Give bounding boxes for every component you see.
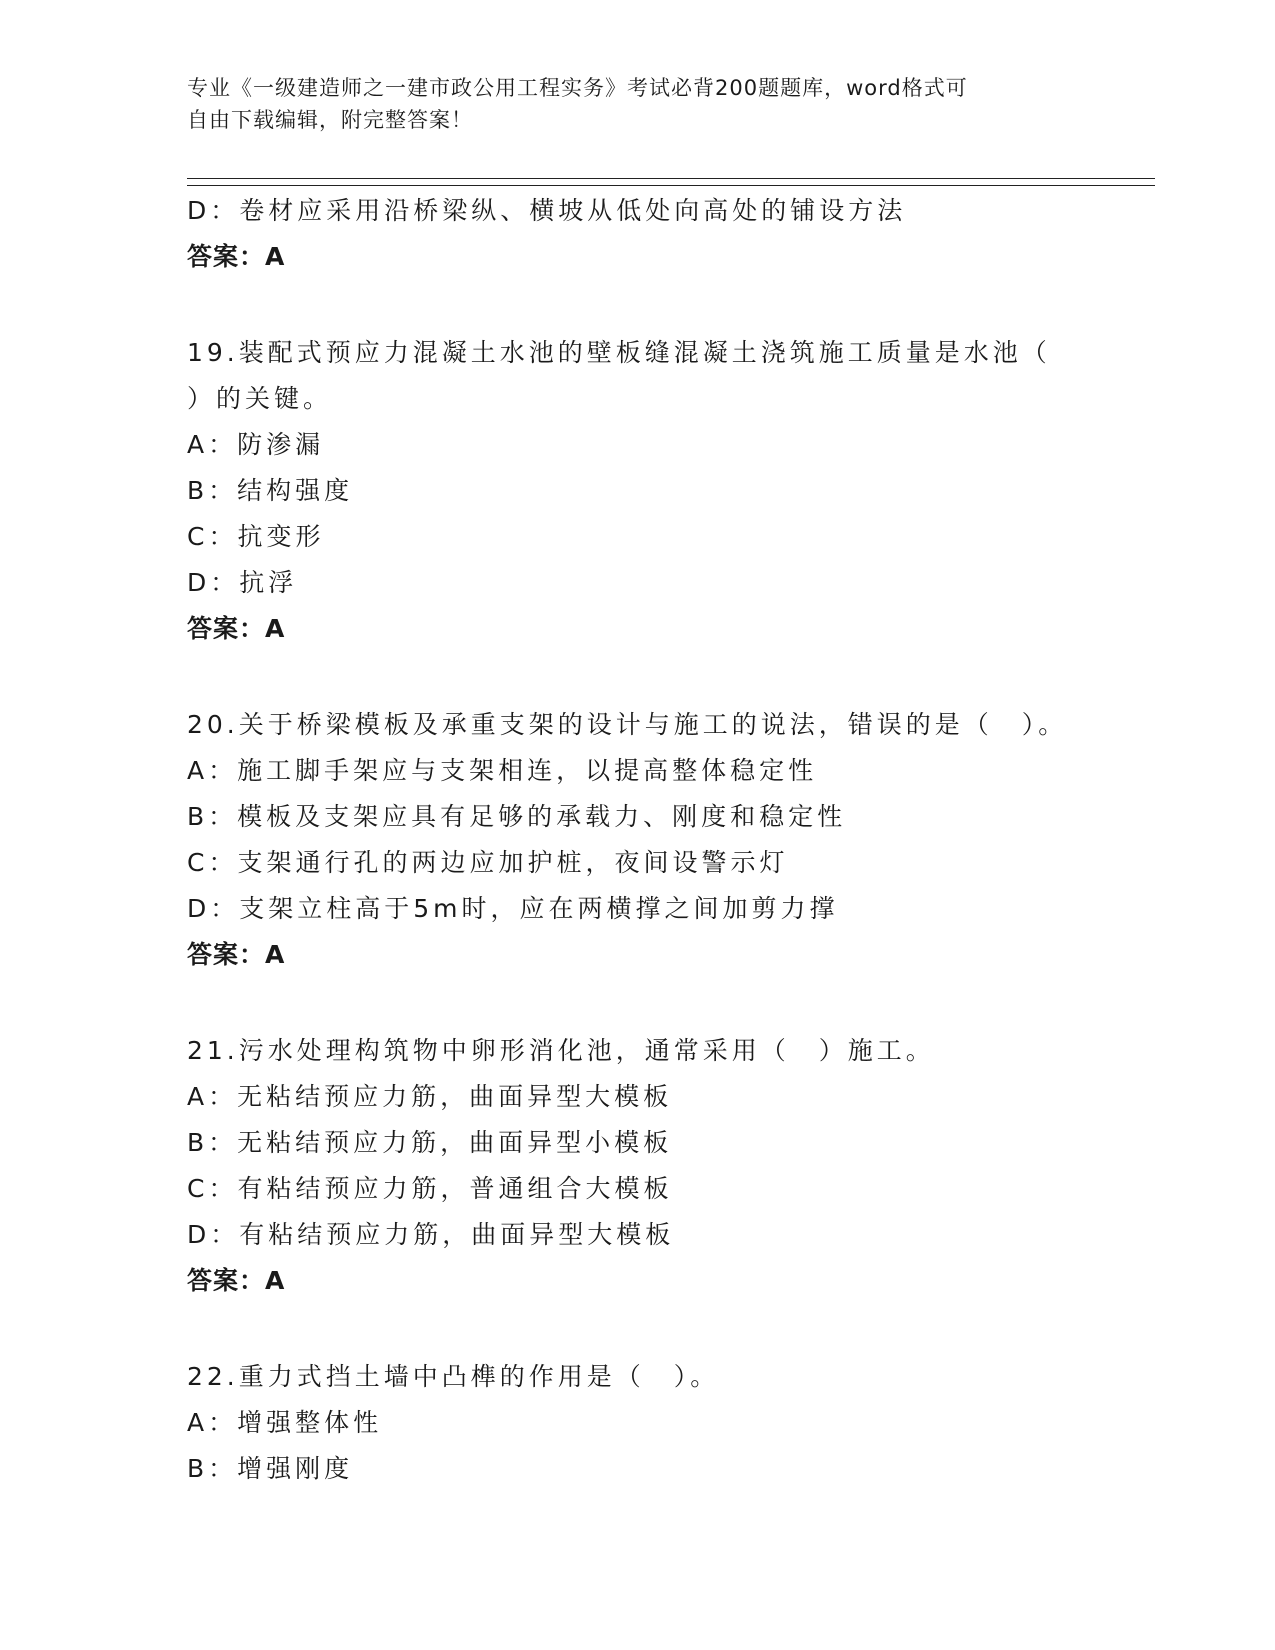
question-stem: 20.关于桥梁模板及承重支架的设计与施工的说法，错误的是（ ）。	[187, 710, 1068, 739]
question-22	[187, 1354, 1147, 1492]
option-b: B：增强刚度	[187, 1454, 354, 1483]
option-c: C：支架通行孔的两边应加护桩，夜间设警示灯	[187, 848, 789, 877]
answer: 答案：A	[187, 614, 286, 643]
question-list	[187, 188, 1147, 1492]
option-b: B：结构强度	[187, 476, 354, 505]
document-header	[187, 72, 1067, 136]
question-18-tail	[187, 188, 1147, 280]
answer: 答案：A	[187, 940, 286, 969]
question-20	[187, 702, 1147, 978]
option-b: B：无粘结预应力筋，曲面异型小模板	[187, 1128, 673, 1157]
answer: 答案：A	[187, 1266, 286, 1295]
header-divider	[187, 178, 1155, 186]
option-a: A：施工脚手架应与支架相连，以提高整体稳定性	[187, 756, 818, 785]
option-c: C：有粘结预应力筋，普通组合大模板	[187, 1174, 673, 1203]
option-b: B：模板及支架应具有足够的承载力、刚度和稳定性	[187, 802, 847, 831]
option-a: A：增强整体性	[187, 1408, 383, 1437]
header-line-1: 专业《一级建造师之一建市政公用工程实务》考试必背200题题库，word格式可	[187, 76, 968, 100]
option-a: A：防渗漏	[187, 430, 325, 459]
option-d: D：有粘结预应力筋，曲面异型大模板	[187, 1220, 675, 1249]
question-21	[187, 1028, 1147, 1304]
answer: 答案：A	[187, 242, 286, 271]
option-d: D：支架立柱高于5m时，应在两横撑之间加剪力撑	[187, 894, 839, 923]
option-d: D：抗浮	[187, 568, 298, 597]
question-19	[187, 330, 1147, 652]
option-d: D：卷材应采用沿桥梁纵、横坡从低处向高处的铺设方法	[187, 196, 907, 225]
option-c: C：抗变形	[187, 522, 325, 551]
question-stem: 21.污水处理构筑物中卵形消化池，通常采用（ ）施工。	[187, 1036, 935, 1065]
option-a: A：无粘结预应力筋，曲面异型大模板	[187, 1082, 673, 1111]
question-stem-continued: ）的关键。	[187, 384, 333, 413]
header-line-2: 自由下载编辑，附完整答案！	[187, 108, 473, 132]
question-stem: 22.重力式挡土墙中凸榫的作用是（ ）。	[187, 1362, 720, 1391]
question-stem: 19.装配式预应力混凝土水池的壁板缝混凝土浇筑施工质量是水池（	[187, 338, 1051, 367]
